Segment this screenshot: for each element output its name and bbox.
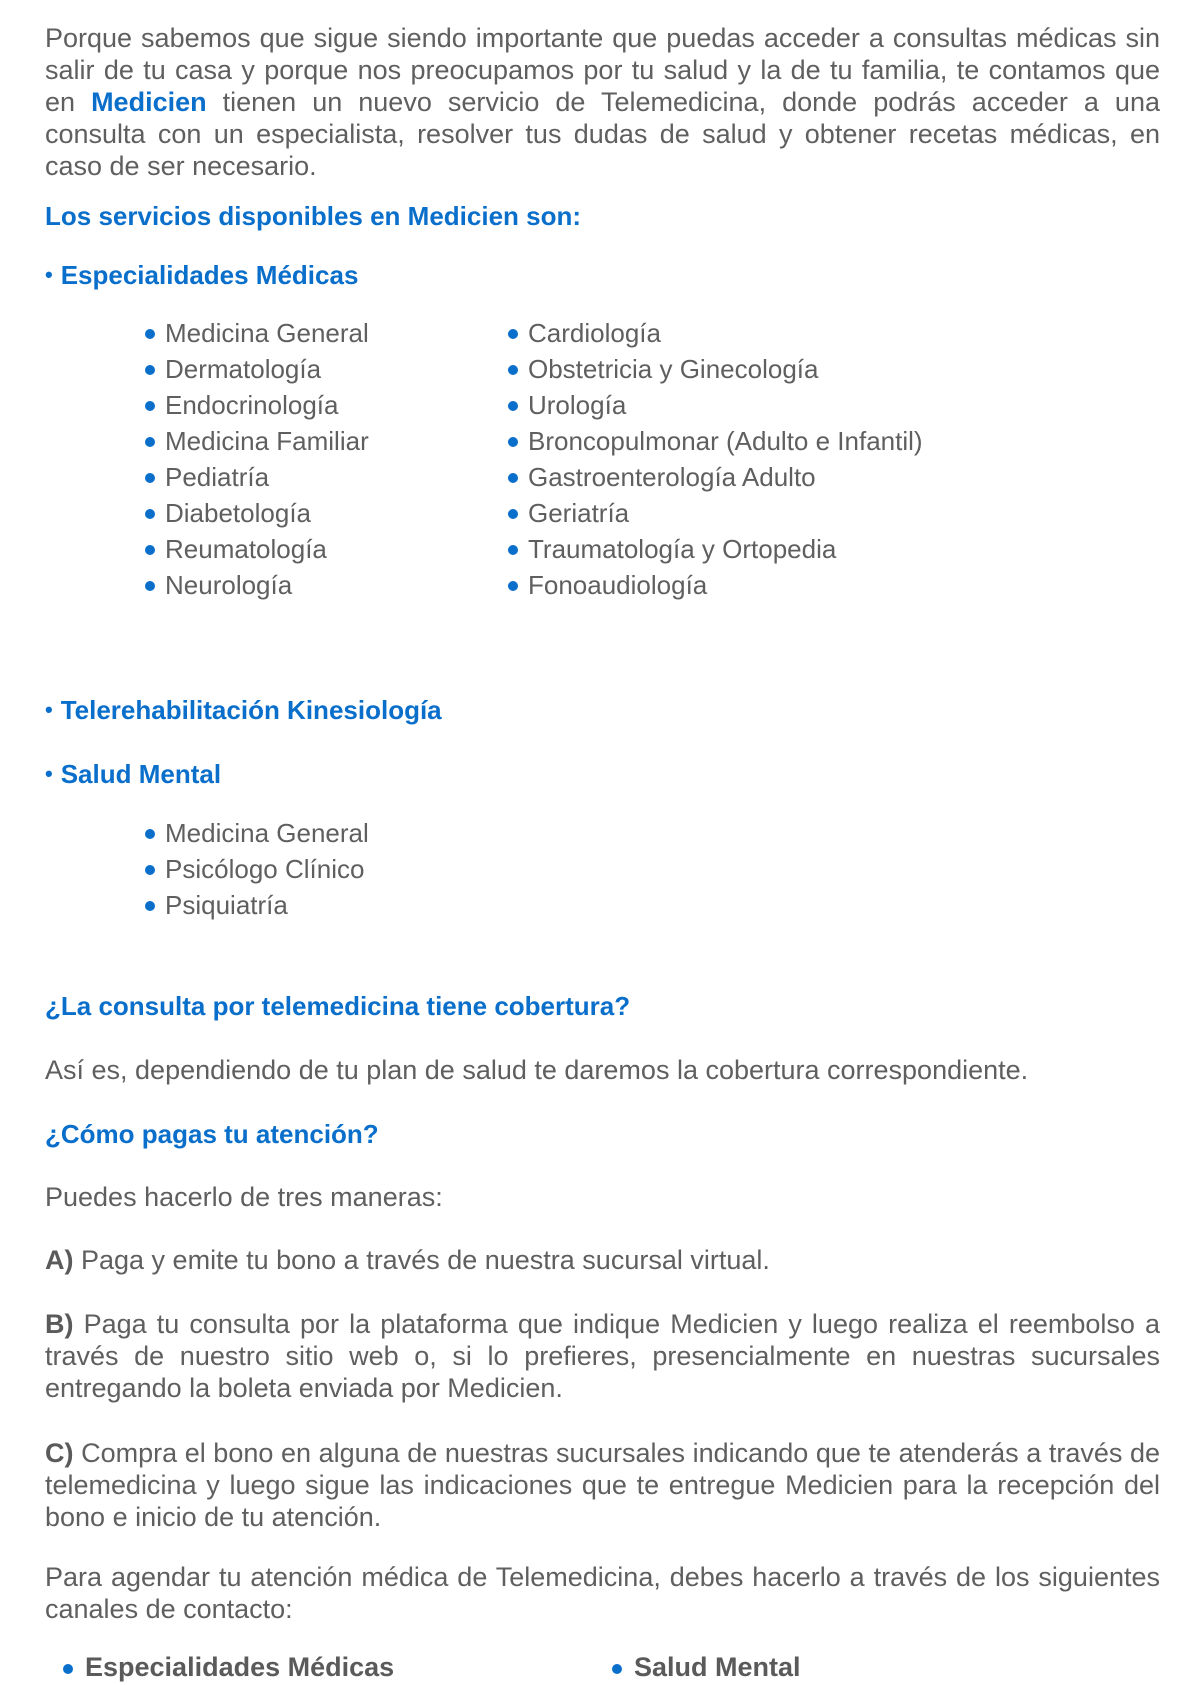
payment-intro: Puedes hacerlo de tres maneras: <box>45 1182 443 1212</box>
bullet-icon <box>145 865 155 875</box>
telerehab-heading <box>45 694 442 726</box>
bullet-icon <box>145 401 155 411</box>
specialties-heading <box>45 259 358 291</box>
option-text: Compra el bono en alguna de nuestras sucursales indicando que te atenderás a través de telemedicina y luego sigue las indicaciones que te entregue Medicien para la recepción del bono e inicio de tu atención. <box>45 1438 1160 1532</box>
list-item-text: Geriatría <box>528 498 630 528</box>
list-item <box>145 315 369 351</box>
bullet-icon <box>508 473 518 483</box>
list-item <box>145 815 369 851</box>
bullet-icon <box>508 509 518 519</box>
bullet-icon <box>508 581 518 591</box>
bullet-icon <box>63 1664 73 1674</box>
list-item-text: Traumatología y Ortopedia <box>528 534 837 564</box>
bullet-icon <box>145 437 155 447</box>
list-item-text: Psiquiatría <box>165 890 288 920</box>
option-label: C) <box>45 1438 74 1468</box>
bullet-icon <box>612 1664 622 1674</box>
list-item <box>145 567 369 603</box>
contact-channel-specialties <box>63 1652 394 1683</box>
option-text: Paga y emite tu bono a través de nuestra sucursal virtual. <box>73 1245 770 1275</box>
list-item <box>145 423 369 459</box>
coverage-answer: Así es, dependiendo de tu plan de salud te daremos la cobertura correspondiente. <box>45 1055 1029 1085</box>
list-item <box>508 315 923 351</box>
list-item <box>508 495 923 531</box>
contact-channel-mental-health <box>612 1652 801 1683</box>
services-heading: Los servicios disponibles en Medicien son: <box>45 201 582 231</box>
bullet-icon <box>145 509 155 519</box>
channel-text: Salud Mental <box>634 1652 801 1682</box>
list-item-text: Medicina Familiar <box>165 426 369 456</box>
list-item-text: Medicina General <box>165 818 369 848</box>
bullet-icon <box>145 329 155 339</box>
bullet-dot: • <box>45 697 53 722</box>
coverage-question: ¿La consulta por telemedicina tiene cobertura? <box>45 991 631 1021</box>
list-item-text: Diabetología <box>165 498 311 528</box>
schedule-text: Para agendar tu atención médica de Telemedicina, debes hacerlo a través de los siguientes canales de contacto: <box>45 1562 1160 1624</box>
mental-health-list <box>145 815 369 923</box>
list-item-text: Urología <box>528 390 627 420</box>
list-item-text: Dermatología <box>165 354 322 384</box>
list-item <box>508 387 923 423</box>
intro-text-start: Porque sabemos que sigue siendo importante que puedas acceder a consultas médicas sin salir de tu casa y porque nos preocupamos por tu salud y la de tu familia, te contamos que en <box>45 23 1160 117</box>
option-text: Paga tu consulta por la plataforma que indique Medicien y luego realiza el reembolso a través de nuestro sitio web o, si lo prefieres, presencialmente en nuestras sucursales entregando la boleta enviada por Medicien. <box>45 1309 1160 1403</box>
list-item <box>145 887 369 923</box>
specialties-left-list <box>145 315 369 603</box>
mental-health-title: Salud Mental <box>60 759 222 789</box>
list-item-text: Reumatología <box>165 534 327 564</box>
bullet-icon <box>508 365 518 375</box>
bullet-icon <box>508 401 518 411</box>
bullet-icon <box>508 329 518 339</box>
intro-paragraph <box>45 22 1160 182</box>
list-item-text: Psicólogo Clínico <box>165 854 365 884</box>
list-item-text: Fonoaudiología <box>528 570 708 600</box>
list-item <box>508 423 923 459</box>
bullet-icon <box>145 545 155 555</box>
bullet-icon <box>145 365 155 375</box>
option-label: B) <box>45 1309 74 1339</box>
list-item-text: Neurología <box>165 570 293 600</box>
payment-question: ¿Cómo pagas tu atención? <box>45 1119 379 1149</box>
option-label: A) <box>45 1245 74 1275</box>
list-item-text: Pediatría <box>165 462 270 492</box>
list-item-text: Medicina General <box>165 318 369 348</box>
bullet-icon <box>508 545 518 555</box>
list-item-text: Obstetricia y Ginecología <box>528 354 819 384</box>
list-item <box>145 459 369 495</box>
payment-option-a <box>45 1244 1160 1276</box>
telerehab-title: Telerehabilitación Kinesiología <box>60 695 442 725</box>
bullet-dot: • <box>45 262 53 287</box>
list-item-text: Endocrinología <box>165 390 339 420</box>
intro-text-end: tienen un nuevo servicio de Telemedicina, donde podrás acceder a una consulta con un especialista, resolver tus dudas de salud y obtener recetas médicas, en caso de ser necesario. <box>45 87 1160 181</box>
bullet-icon <box>145 829 155 839</box>
list-item <box>145 851 369 887</box>
mental-health-heading <box>45 758 221 790</box>
list-item <box>508 567 923 603</box>
specialties-right-list <box>508 315 923 603</box>
list-item-text: Gastroenterología Adulto <box>528 462 816 492</box>
brand-name: Medicien <box>91 87 207 117</box>
list-item <box>508 351 923 387</box>
bullet-dot: • <box>45 761 53 786</box>
bullet-icon <box>145 473 155 483</box>
list-item <box>145 531 369 567</box>
list-item <box>145 495 369 531</box>
payment-option-c <box>45 1437 1160 1533</box>
bullet-icon <box>145 581 155 591</box>
list-item-text: Cardiología <box>528 318 661 348</box>
list-item <box>508 459 923 495</box>
channel-text: Especialidades Médicas <box>85 1652 395 1682</box>
bullet-icon <box>508 437 518 447</box>
list-item-text: Broncopulmonar (Adulto e Infantil) <box>528 426 923 456</box>
list-item <box>145 351 369 387</box>
list-item <box>145 387 369 423</box>
list-item <box>508 531 923 567</box>
specialties-title: Especialidades Médicas <box>60 260 359 290</box>
payment-option-b <box>45 1308 1160 1404</box>
bullet-icon <box>145 901 155 911</box>
